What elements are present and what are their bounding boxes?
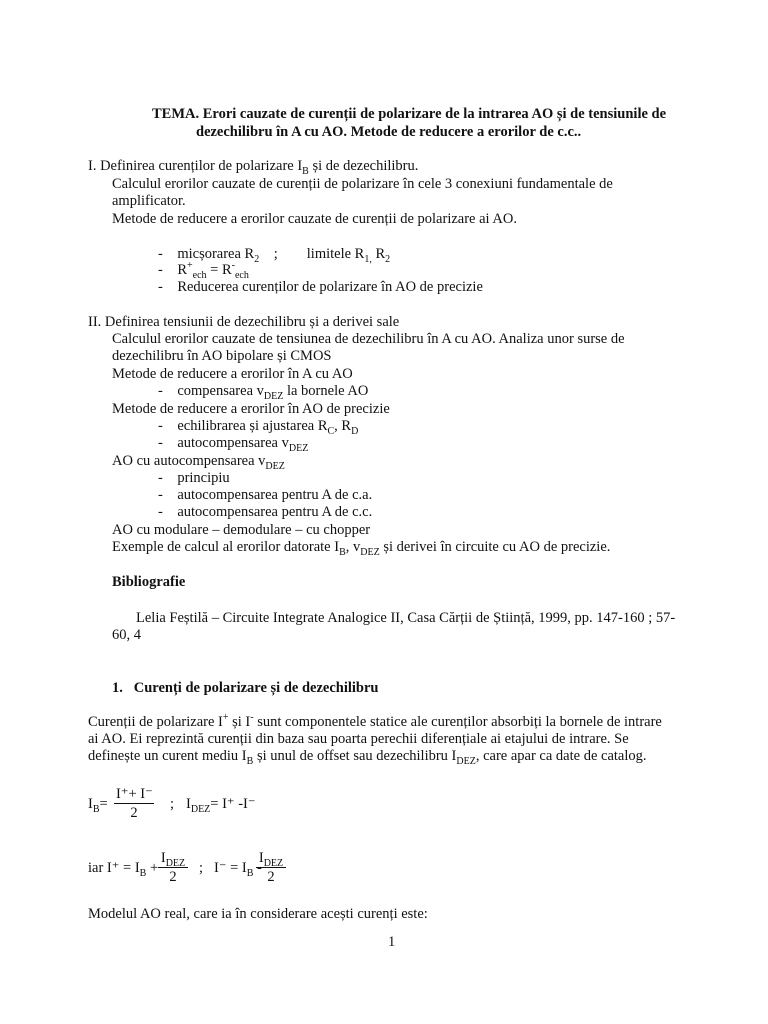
section-2-line: AO cu autocompensarea $v_{DEZ}$ [112,453,285,472]
fraction: $I_{DEZ}$ 2 [256,850,286,886]
section-1-line: Metode de reducere a erorilor cauzate de curenții de polarizare ai AO. [112,211,517,227]
bullet-item: - autocompensarea $v_{DEZ}$ [158,435,309,454]
section-2-line: Metode de reducere a erorilor în AO de precizie [112,401,390,417]
section-2-line: Calculul erorilor cauzate de tensiunea de dezechilibru în A cu AO. Analiza unor surse de [112,331,625,347]
fraction: $\frac{I^++ I^-}{2}$ [116,786,153,821]
section-1-heading: I. Definirea curenților de polarizare $I_B$ și de dezechilibru. [88,158,419,177]
section-2-heading: II. Definirea tensiunii de dezechilibru și a derivei sale [88,314,400,330]
section-2-line: dezechilibru în AO bipolare și CMOS [112,348,332,364]
bullet-item: - autocompensarea pentru A de c.c. [158,504,373,520]
bullet-item: - $R^+_{ech} = R^-_{ech}$ [158,260,249,281]
page-number: 1 [388,934,396,950]
bullet-item: - compensarea $v_{DEZ}$ la bornele AO [158,383,369,402]
bibliography-entry: 60, 4 [112,627,141,643]
section-1-line: amplificator. [112,193,186,209]
section-2-line: Metode de reducere a erorilor în A cu AO [112,366,353,382]
fraction: $I_{DEZ}$ 2 [158,850,188,886]
chapter-heading: 1. Curenți de polarizare și de dezechilibru [112,680,379,696]
section-2-line: Exemple de calcul al erorilor datorate $I_B$, $v_{DEZ}$ și derivei în circuite cu AO de precizie. [112,539,611,558]
title-line-1: TEMA. Erori cauzate de curenții de polarizare de la intrarea AO și de tensiunile de [152,106,667,122]
title-line-2: dezechilibru în A cu AO. Metode de reducere a erorilor de c.c.. [196,124,582,140]
section-2-line: AO cu modulare – demodulare – cu chopper [112,522,371,538]
paragraph-line: ai AO. Ei reprezintă curenții din baza sau poarta perechii diferențiale ai etajului de intrare. Se [88,731,629,747]
bullet-item: - principiu [158,470,230,486]
section-1-line: Calculul erorilor cauzate de curenții de polarizare în cele 3 conexiuni fundamentale de [112,176,613,192]
paragraph-line: Modelul AO real, care ia în considerare acești curenți este: [88,906,428,922]
bullet-item: - autocompensarea pentru A de c.a. [158,487,373,503]
bibliography-entry: Lelia Feștilă – Circuite Integrate Analogice II, Casa Cărții de Știință, 1999, pp. 147-160 ; 57- [136,610,676,626]
paragraph-line: Curenții de polarizare I+ și I- sunt componentele statice ale curenților absorbiți la bornele de intrare [88,712,662,730]
paragraph-line: definește un curent mediu $I_B$ și unul de offset sau dezechilibru $I_{DEZ}$, care apar ca date de catalog. [88,748,647,767]
bibliography-heading: Bibliografie [112,574,186,590]
bullet-item: - micșorarea $R_2$ ; limitele $R_{1,}$ $R_2$ [158,246,391,265]
bullet-item: - Reducerea curenților de polarizare în AO de precizie [158,279,483,295]
bullet-item: - echilibrarea și ajustarea $R_C$, $R_D$ [158,418,359,437]
